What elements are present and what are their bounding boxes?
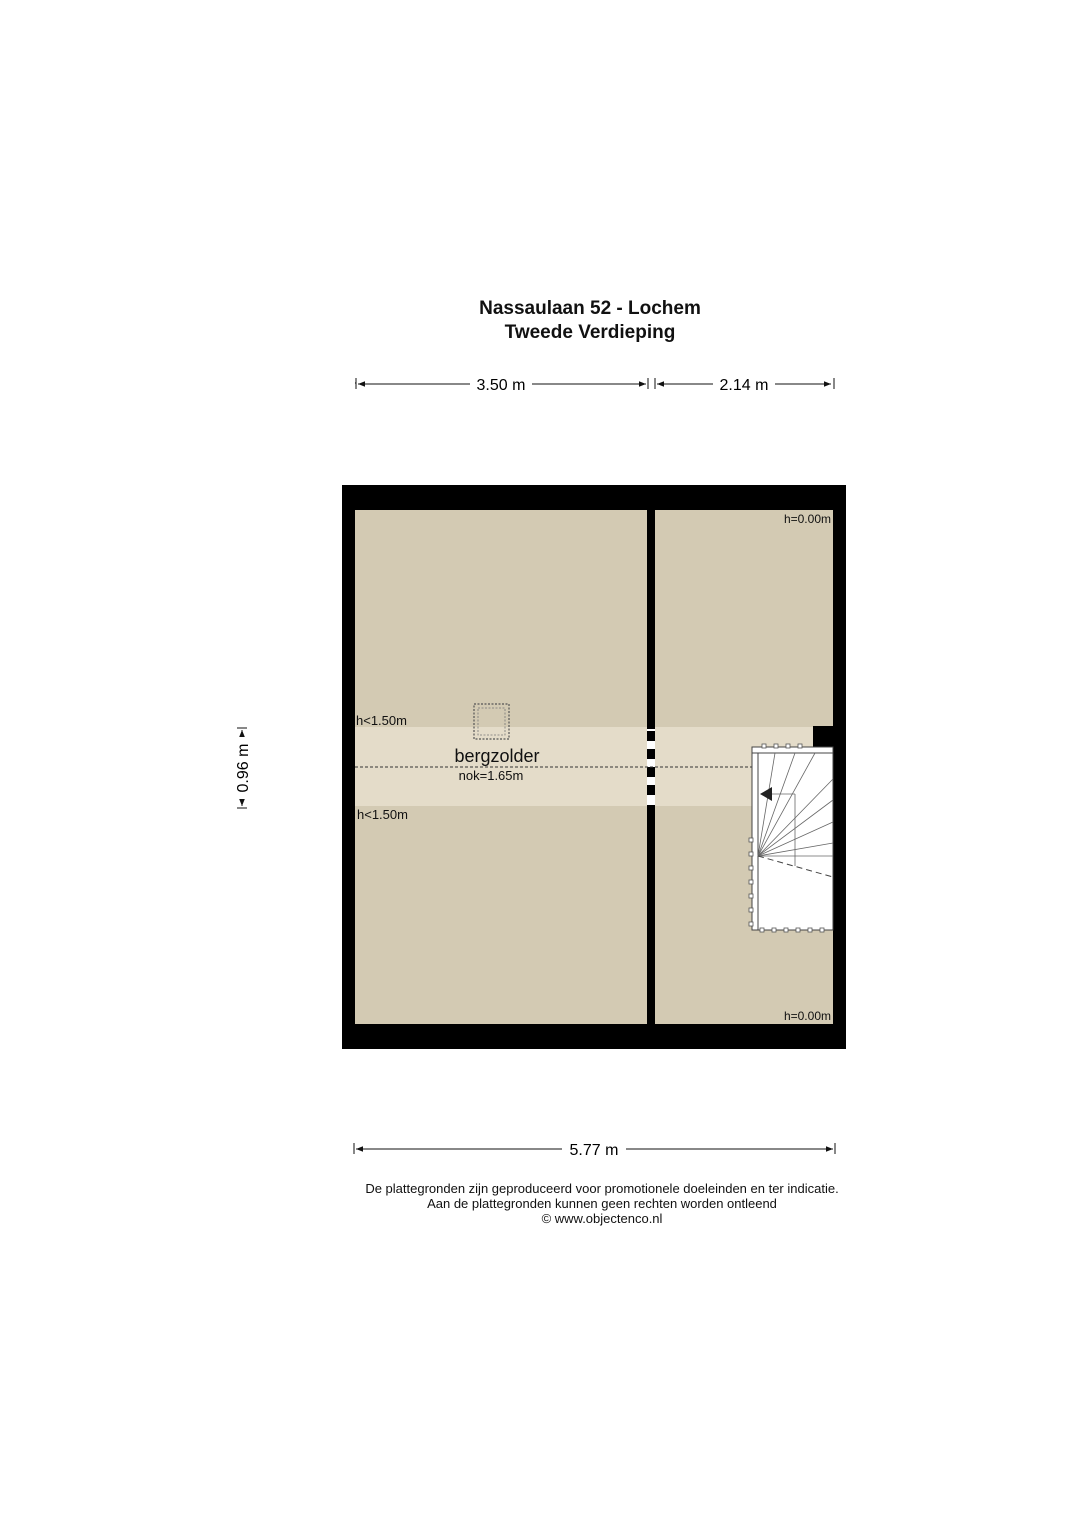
dimension-left: [235, 728, 252, 808]
height-label-upper-left: h<1.50m: [356, 713, 407, 728]
staircase: [749, 744, 833, 932]
dimension-bottom: [354, 1142, 835, 1159]
dimension-label-top-left: 3.50 m: [476, 377, 526, 394]
ridge-height-label: nok=1.65m: [458, 768, 524, 783]
dimension-top-right: [655, 377, 834, 394]
chimney: [813, 726, 833, 747]
disclaimer-line-1: De plattegronden zijn geproduceerd voor promotionele doeleinden en ter indicatie.: [365, 1181, 839, 1196]
room-name: bergzolder: [454, 746, 540, 766]
copyright-line: © www.objectenco.nl: [541, 1211, 663, 1226]
floor-subtitle: Tweede Verdieping: [504, 322, 676, 343]
height-label-top-right: h=0.00m: [783, 512, 831, 526]
dimension-label-bottom: 5.77 m: [569, 1142, 619, 1159]
height-label-lower-left: h<1.50m: [357, 807, 408, 822]
dimension-top-left: [355, 377, 648, 394]
dimension-label-top-right: 2.14 m: [719, 377, 769, 394]
disclaimer-line-2: Aan de plattegronden kunnen geen rechten worden ontleend: [427, 1196, 777, 1211]
page-title: Nassaulaan 52 - Lochem: [479, 298, 701, 319]
height-label-bottom-right: h=0.00m: [783, 1009, 831, 1023]
dimension-label-left: 0.96 m: [235, 743, 252, 793]
